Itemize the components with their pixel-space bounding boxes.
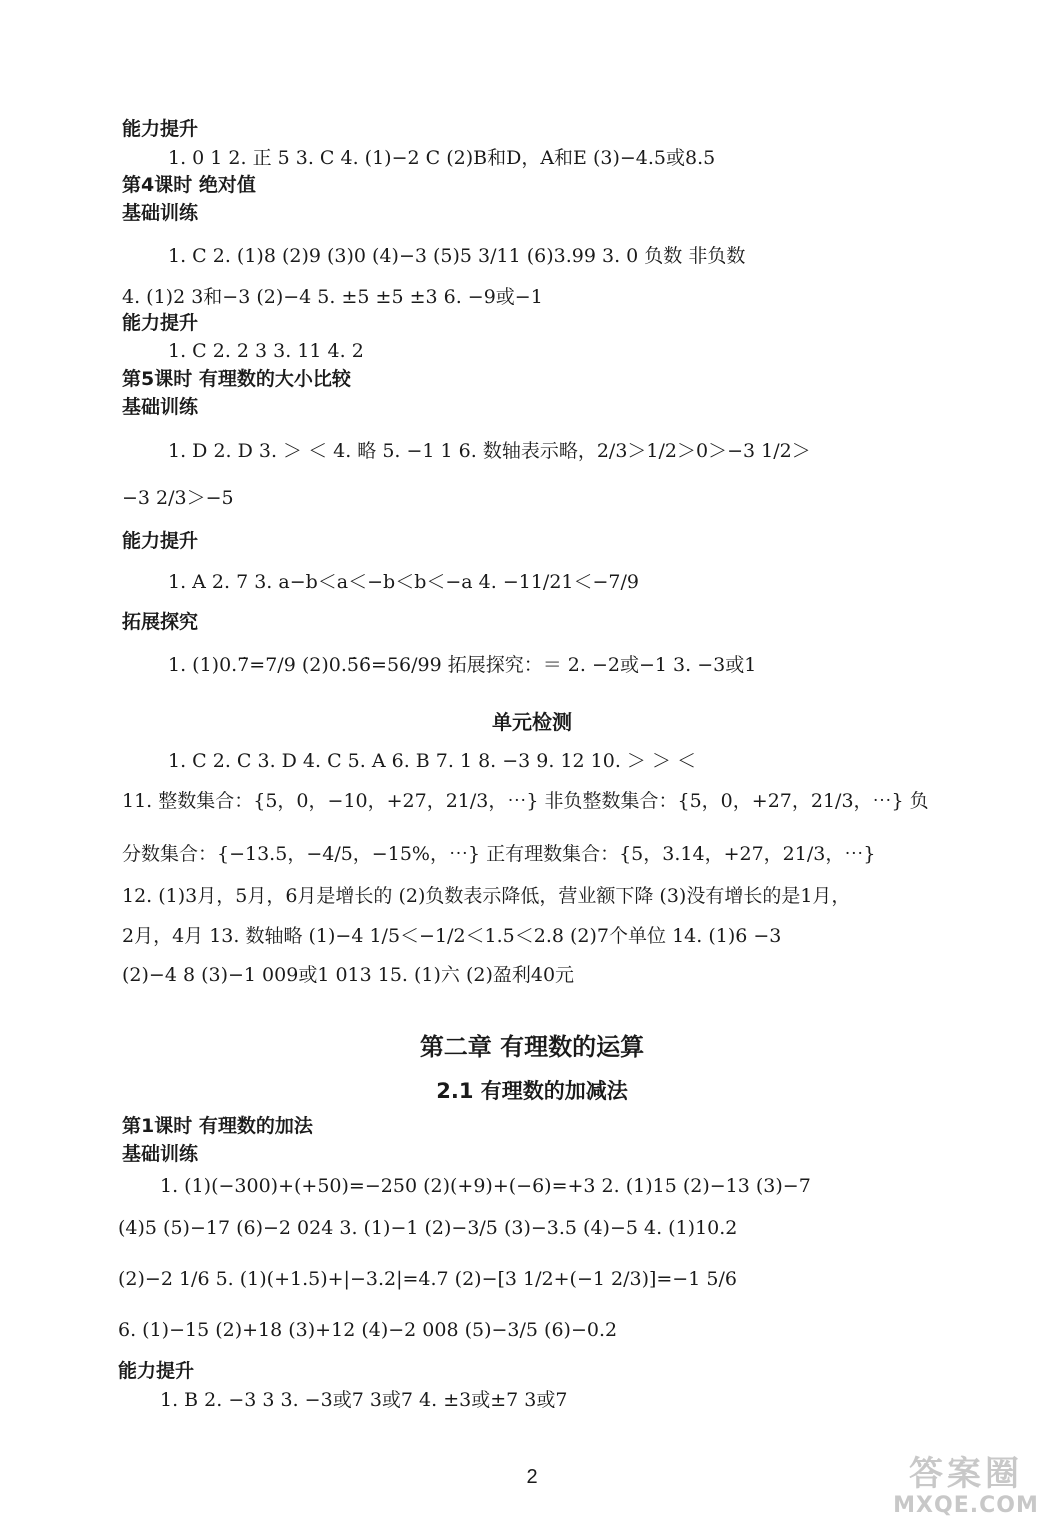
answer-line: 1. C 2. C 3. D 4. C 5. A 6. B 7. 1 8. −3 9. 12 10. ＞ ＞ ＜	[168, 750, 697, 772]
answer-line: 1. A 2. 7 3. a−b＜a＜−b＜b＜−a 4. −11/21＜−7/9	[168, 571, 640, 593]
answer-line: 1. (1)(−300)+(+50)=−250 (2)(+9)+(−6)=+3 2. (1)15 (2)−13 (3)−7	[160, 1175, 811, 1197]
heading-basic: 基础训练	[122, 1143, 199, 1165]
answer-line: 11. 整数集合：{5，0，−10，+27，21/3，⋯} 非负整数集合：{5，0，+27，21/3，⋯} 负	[122, 790, 929, 812]
watermark-text-cn: 答案圈	[909, 1454, 1023, 1494]
answer-line: 12. (1)3月，5月，6月是增长的 (2)负数表示降低，营业额下降 (3)没有增长的是1月，	[122, 885, 851, 907]
page-number: 2	[526, 1466, 538, 1488]
heading-basic: 基础训练	[122, 202, 199, 224]
answer-line: 1. C 2. (1)8 (2)9 (3)0 (4)−3 (5)5 3/11 (6)3.99 3. 0 负数 非负数	[168, 245, 746, 267]
heading-ability: 能力提升	[118, 1360, 195, 1382]
answer-line: (4)5 (5)−17 (6)−2 024 3. (1)−1 (2)−3/5 (3)−3.5 (4)−5 4. (1)10.2	[118, 1217, 738, 1239]
answer-line: 1. D 2. D 3. ＞ ＜ 4. 略 5. −1 1 6. 数轴表示略，2/3＞1/2＞0＞−3 1/2＞	[168, 440, 811, 462]
answer-line: 1. C 2. 2 3 3. 11 4. 2	[168, 340, 364, 362]
chapter-title: 第二章 有理数的运算	[419, 1033, 645, 1061]
section-title: 2.1 有理数的加减法	[436, 1079, 628, 1103]
answer-line: 1. 0 1 2. 正 5 3. C 4. (1)−2 C (2)B和D，A和E (3)−4.5或8.5	[168, 147, 716, 169]
lesson-title: 第4课时 绝对值	[122, 174, 256, 196]
watermark-text-en: MXQE.COM	[893, 1493, 1039, 1518]
answer-line: 2月，4月 13. 数轴略 (1)−4 1/5＜−1/2＜1.5＜2.8 (2)7个单位 14. (1)6 −3	[122, 925, 782, 947]
unit-test-title: 单元检测	[492, 710, 572, 734]
answer-line: (2)−4 8 (3)−1 009或1 013 15. (1)六 (2)盈利40元	[122, 964, 575, 986]
answer-line: 1. (1)0.7̇=7/9 (2)0.5̇6̇=56/99 拓展探究：＝ 2. −2或−1 3. −3或1	[168, 654, 757, 676]
answer-line: (2)−2 1/6 5. (1)(+1.5)+|−3.2|=4.7 (2)−[3 1/2+(−1 2/3)]=−1 5/6	[118, 1268, 737, 1290]
watermark-logo	[886, 1454, 1046, 1524]
heading-ability: 能力提升	[122, 118, 199, 140]
answer-line: 4. (1)2 3和−3 (2)−4 5. ±5 ±5 ±3 6. −9或−1	[122, 286, 543, 308]
answer-line: −3 2/3＞−5	[122, 487, 234, 509]
answer-line: 6. (1)−15 (2)+18 (3)+12 (4)−2 008 (5)−3/5 (6)−0.2	[118, 1319, 618, 1341]
lesson-title: 第5课时 有理数的大小比较	[122, 368, 351, 390]
heading-basic: 基础训练	[122, 396, 199, 418]
lesson-title: 第1课时 有理数的加法	[122, 1115, 313, 1137]
answer-line: 分数集合：{−13.5，−4/5，−15%，⋯} 正有理数集合：{5，3.14，+27，21/3，⋯}	[122, 843, 876, 865]
heading-extension: 拓展探究	[122, 611, 199, 633]
answer-line: 1. B 2. −3 3 3. −3或7 3或7 4. ±3或±7 3或7	[160, 1389, 568, 1411]
heading-ability: 能力提升	[122, 530, 199, 552]
heading-ability: 能力提升	[122, 312, 199, 334]
